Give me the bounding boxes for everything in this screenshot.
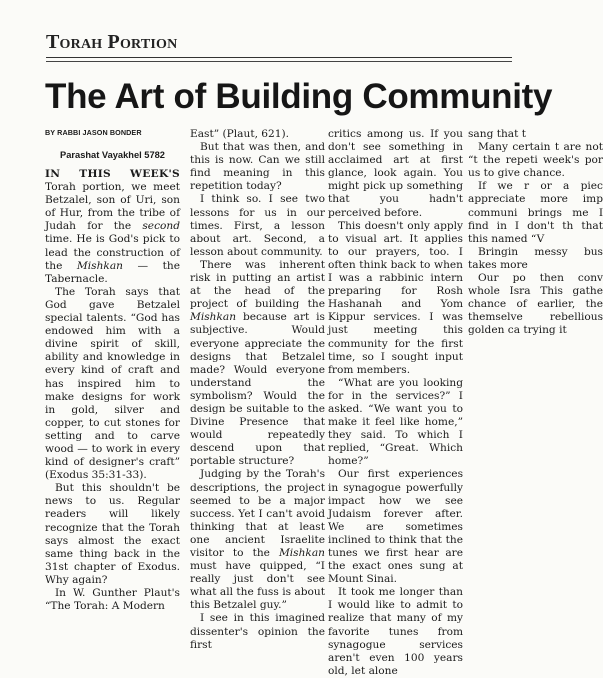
paragraph: East” (Plaut, 621). xyxy=(190,128,290,140)
text-run: must have quipped, “I really just don't see what all the fuss is about this Betzalel guy.” xyxy=(190,560,325,612)
paragraph: Many certain t are not “t the repeti week's por us to give chance. xyxy=(468,141,603,180)
italic-run: Mishkan xyxy=(278,547,325,559)
paragraph: Our po then conv whole Isra This gathe chance of earlier, the themselve rebellious golden ca trying it xyxy=(468,272,603,337)
paragraph: I think so. I see two lessons for us in our times. First, a lesson about art. Second, a lesson about community. xyxy=(190,193,325,258)
section-rule-thin xyxy=(46,61,512,62)
paragraph: critics among us. If you don't see something in acclaimed art at first glance, look again. You might pick up something that you hadn't perceived before. xyxy=(328,128,463,219)
paragraph: The Torah says that God gave Betzalel special talents. “God has endowed him with a divine spirit of skill, ability and knowledge in every kind of craft and has inspired him to make designs for work in gold, silver and copper, to cut stones for setting and to carve wood — to work in every kind of designer's craft” (Exodus 35:31-33). xyxy=(45,285,180,482)
italic-run: second xyxy=(142,220,180,233)
text-run: time. He is God's pick to lead the construction of the xyxy=(45,233,180,272)
paragraph: If we r or a piec appreciate more imp communi brings me I find in I don't th that this named “V xyxy=(468,180,603,245)
paragraph: Bringin messy bus takes more xyxy=(468,245,603,271)
paragraph: I see in this imagined dissenter's opinion the first xyxy=(190,612,325,651)
paragraph xyxy=(190,468,325,612)
paragraph: But this shouldn't be news to us. Regular readers will likely recognize that the Torah says almost the exact same thing back in the 31st chapter of Exodus. Why again? xyxy=(45,482,180,586)
column-2 xyxy=(190,128,325,651)
paragraph: It took me longer than I would like to admit to realize that many of my favorite tunes from synagogue services aren't even 100 years old, let alone xyxy=(328,586,463,677)
text-run: Judging by the Torah's descriptions, the project seemed to be a major success. Yet I can't avoid thinking that at least one ancient Israelite visitor to the xyxy=(190,468,325,559)
parashat-title: Parashat Vayakhel 5782 xyxy=(60,150,165,160)
italic-run: Mishkan xyxy=(190,311,237,324)
section-label: Torah Portion xyxy=(46,31,178,53)
lead-in: IN THIS WEEK'S xyxy=(45,168,180,180)
text-run: Torah portion, we meet Betzalel, son of Uri, son of Hur, from the tribe of Judah for the xyxy=(45,181,180,233)
column-3 xyxy=(328,128,463,677)
paragraph xyxy=(190,259,325,469)
text-run: because art is subjective. Would everyone appreciate the designs that Betzalel made? Would everyone understand the symbolism? Would the design be suitable to the Divine Presence that would repeatedly descend upon that portable structure? xyxy=(190,311,325,468)
byline: BY RABBI JASON BONDER xyxy=(45,128,142,137)
column-1 xyxy=(45,128,181,613)
paragraph: In W. Gunther Plaut's “The Torah: A Modern xyxy=(45,587,180,613)
paragraph: Our first experiences in synagogue powerfully impact how we see Judaism forever after. We are sometimes inclined to think that the tunes we first hear are the exact ones sung at Mount Sinai. xyxy=(328,468,463,586)
section-rule-thick xyxy=(46,57,512,58)
paragraph: This doesn't only apply to visual art. It applies to our prayers, too. I often think back to when I was a rabbinic intern preparing for Rosh Hashanah and Yom Kippur services. I was just meeting this community for the first time, so I sought input from members. xyxy=(328,219,463,376)
italic-run: Mishkan xyxy=(76,259,123,272)
paragraph: sang that t xyxy=(468,128,527,140)
column-4 xyxy=(468,128,603,518)
text-run: There was inherent risk in putting an artist at the head of the project of building the xyxy=(190,258,325,311)
paragraph: “What are you looking for in the services?” I asked. “We want you to make it feel like home,” they said. To which I replied, “Great. Which home?” xyxy=(328,376,463,468)
paragraph xyxy=(45,168,180,286)
text-run: — the Tabernacle. xyxy=(45,259,181,285)
paragraph: But that was then, and this is now. Can we still find meaning in this repetition today? xyxy=(190,141,325,193)
article-headline: The Art of Building Community xyxy=(45,77,553,116)
